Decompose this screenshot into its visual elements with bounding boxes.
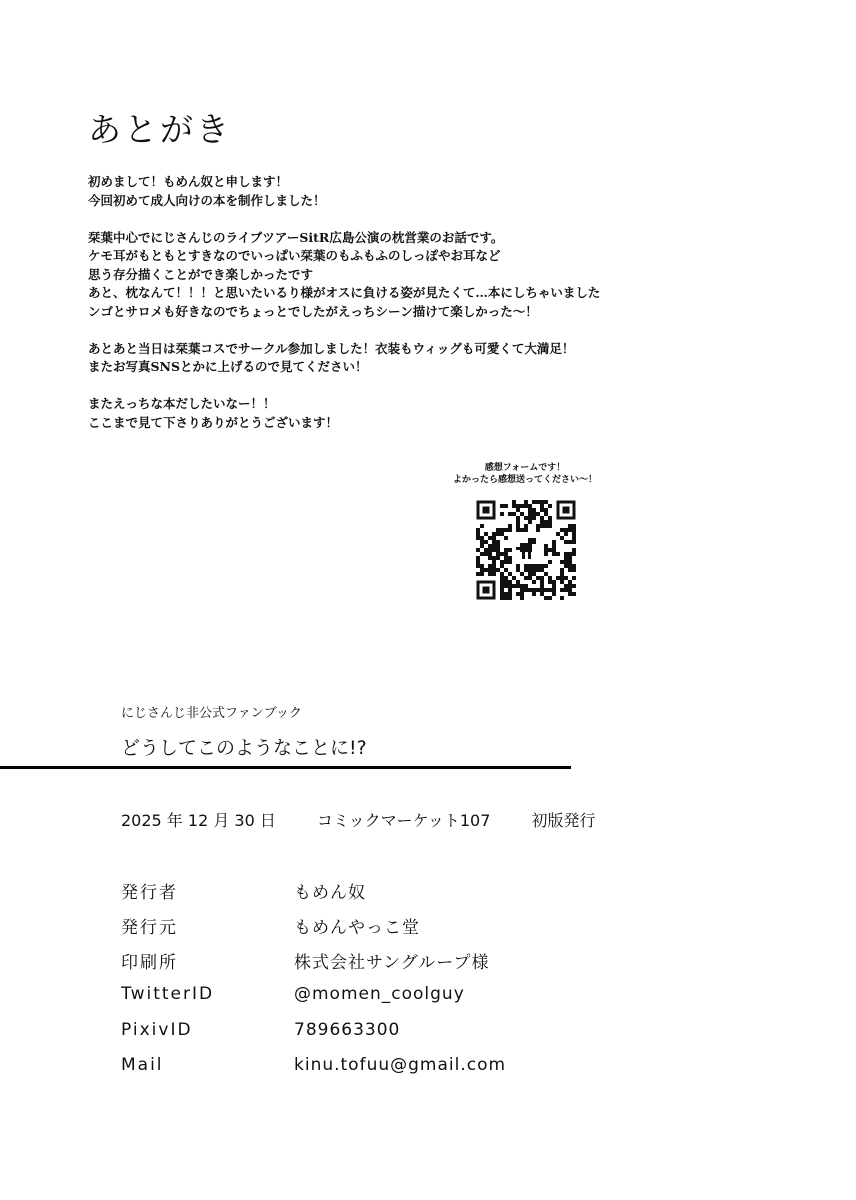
qr-caption-line: よかったら感想送ってください～！ <box>452 475 597 485</box>
afterword-line: 今回初めて成人向けの本を制作しました！ <box>88 192 326 208</box>
afterword-body <box>88 173 648 432</box>
edition-date: 2025 年 12 月 30 日 <box>121 811 276 830</box>
afterword-line: あと、枕なんて！！！と思いたいるり様がオスに負ける姿が見たくて…本にしちゃいました <box>88 285 601 300</box>
title-divider <box>0 766 571 769</box>
book-title: どうしてこのようなことに!? <box>121 737 367 759</box>
colophon-value: もめん奴 <box>294 883 366 903</box>
afterword-title: あとがき <box>88 110 232 149</box>
afterword-line: 栞葉中心でにじさんじのライブツアーSitR広島公演の枕営業のお話です。 <box>88 229 504 245</box>
colophon-value: 789663300 <box>294 1020 401 1040</box>
colophon-key: 発行者 <box>121 883 178 903</box>
book-series: にじさんじ非公式ファンブック <box>121 706 302 721</box>
afterword-line: ここまで見て下さりありがとうございます！ <box>88 414 339 430</box>
afterword-line: またえっちな本だしたいなー！！ <box>88 396 276 411</box>
qr-caption-line: 感想フォームです！ <box>484 463 566 473</box>
colophon-value: もめんやっこ堂 <box>294 918 420 938</box>
colophon-value: @momen_coolguy <box>294 984 465 1004</box>
colophon-key: PixivID <box>121 1020 193 1040</box>
afterword-paragraph <box>88 395 648 432</box>
edition-event: コミックマーケット107 <box>316 811 491 830</box>
qr-code-icon[interactable] <box>476 500 576 600</box>
afterword-paragraph <box>88 229 648 322</box>
colophon-key: 印刷所 <box>121 953 178 973</box>
colophon-key: TwitterID <box>121 984 215 1004</box>
colophon-value[interactable]: kinu.tofuu@gmail.com <box>294 1055 507 1075</box>
afterword-line: 初めまして！もめん奴と申します！ <box>88 174 289 189</box>
edition-note: 初版発行 <box>531 811 596 830</box>
afterword-line: 思う存分描くことができ楽しかったです <box>88 266 314 282</box>
afterword-paragraph <box>88 173 648 210</box>
afterword-line: ケモ耳がもともとすきなのでいっぱい栞葉のもふもふのしっぽやお耳など <box>88 248 501 263</box>
colophon-key: Mail <box>121 1055 164 1075</box>
afterword-line: あとあと当日は栞葉コスでサークル参加しました！衣装もウィッグも可愛くて大満足！ <box>88 340 575 356</box>
afterword-line: またお写真SNSとかに上げるので見てください！ <box>88 359 368 374</box>
afterword-line: ンゴとサロメも好きなのでちょっとでしたがえっちシーン描けて楽しかった～！ <box>88 303 538 319</box>
qr-block <box>440 462 610 486</box>
colophon-value: 株式会社サングループ様 <box>294 953 490 973</box>
afterword-paragraph <box>88 340 648 377</box>
colophon-key: 発行元 <box>121 918 178 938</box>
edition-line <box>121 808 632 831</box>
